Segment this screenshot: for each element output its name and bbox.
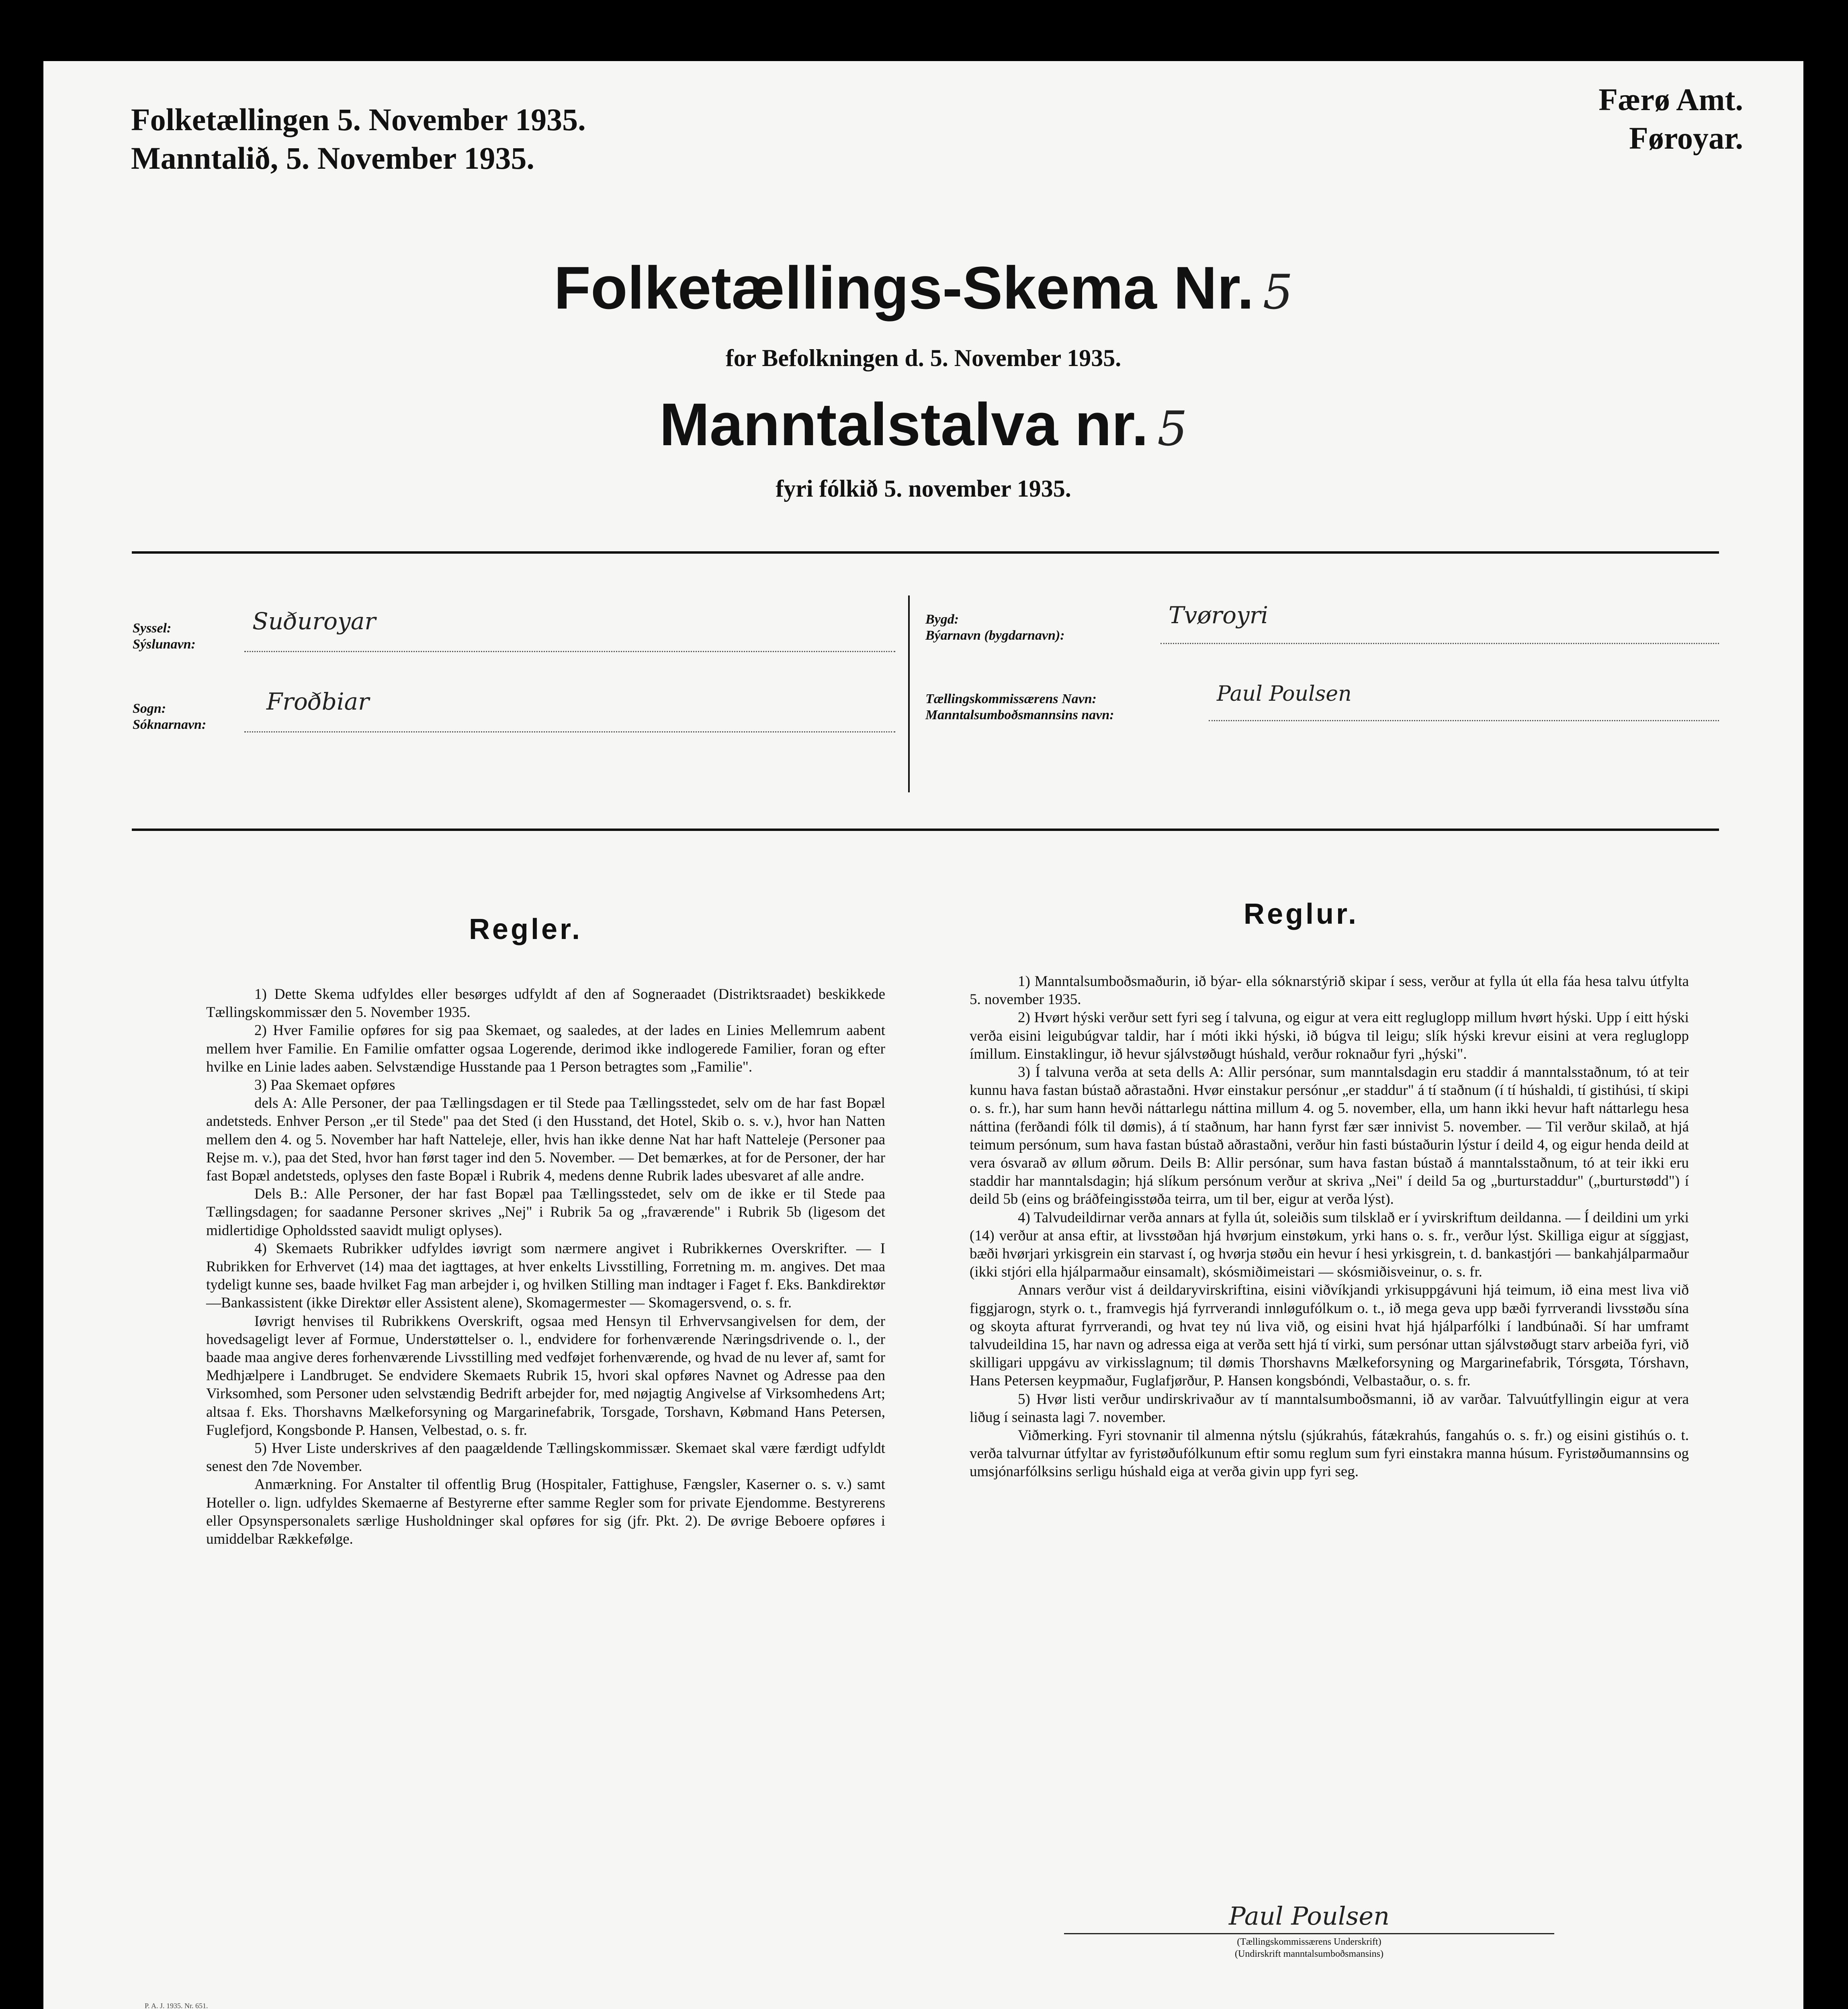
bygd-label: Bygd: <box>925 612 959 627</box>
rule-paragraph: Annars verður vist á deildaryvirskriftina, eisini viðvíkjandi yrkisuppgávuni hjá teimum, ið eina mest liva við figgjarogn, styrk o. t., framvegis hjá fyrrverandi innløgufólkum o. t., ið mega geva upp bæði fyrrverandi livsstøðu sína og skoyta afturat fyrrverandi, og hvat tey nú liva við, og eisini hvat hjá hjálparfólki í landbúnaði. Sí har umframt talvudeildina 15, har navn og adressa eiga at verða sett hjá tí virki, sum persónar uttan sjálvstøðugt starv arbeiða fyri, við skilligari uppgávu av virkisslagnum; til dømis Thorshavns Mælkeforsyning og Margarinefabrik, Tórsgøta, Tórshavn, Hans Petersen keypmaður, Fuglafjørður, P. Hansen kongsbóndi, Velbastaður, o. s. fr. <box>970 1282 1689 1389</box>
syssel-label: Syssel: <box>133 621 172 636</box>
kommissaer-labels <box>925 691 1114 723</box>
rule-paragraph: dels A: Alle Personer, der paa Tællingsdagen er til Stede paa Tællingsstedet, selv om de har fast Bopæl andetsteds. Enhver Person „er til Stede" paa det Sted (i den Husstand, det Hotel, Skib o. s. v.), hvor han Natten mellem den 4. og 5. November har haft Natteleje, eller, hvis han ikke denne Nat har haft Natteleje (Personer paa Rejse m. v.), paa det Sted, hvor han først tager ind den 5. November. — Det bemærkes, at for de Personer, der har fast Bopæl andetsteds, oplyses den faste Bopæl i Rubrik 4, medens denne Rubrik lades ubesvaret af alle andre. <box>206 1095 885 1185</box>
rule-paragraph: Iøvrigt henvises til Rubrikkens Overskrift, ogsaa med Hensyn til Erhvervsangivelsen for dem, der hovedsageligt lever af Formue, Understøttelser o. l., endvidere for forhenværende Næringsdrivende o. l., der baade maa angive deres forhenværende Livsstilling med vedføjet forhenværende, og hvad de nu lever af, samt for Medhjælpere i Landbruget. Se endvidere Skemaets Rubrik 15, hvori skal opføres Navnet og Adresse paa den Virksomhed, som Personer uden selvstændig Bedrift arbejder for, med nøjagtig Angivelse af Virksomhedens Art; altsaa f. Eks. Thorshavns Mælkeforsyning og Margarinefabrik, Torsgade, Torshavn, Købmand Hans Petersen, Fuglefjord, Kongsbonde P. Hansen, Velbestad, o. s. fr. <box>206 1313 885 1438</box>
rule-paragraph: 4) Skemaets Rubrikker udfyldes iøvrigt som nærmere angivet i Rubrikkernes Overskrifter. — I Rubrikken for Erhvervet (14) maa det iagttages, at hver enkelts Livsstilling, Forretning m. m. angives. Det maa tydeligt kunne ses, baade hvilket Fag man arbejder i, og hvilken Stilling man indtager i Faget f. Eks. Bankdirektør—Bankassistent (ikke Direktør eller Assistent alene), Skomagermester — Skomagersvend, o. s. fr. <box>206 1240 885 1311</box>
kommissaer-label: Tællingskommissærens Navn: <box>925 691 1097 706</box>
manntalsumbod-label: Manntalsumboðsmannsins navn: <box>925 708 1114 722</box>
rule-paragraph: 3) Í talvuna verða at seta dells A: Allir persónar, sum manntalsdagin eru staddir á manntalsstaðnum, tó at teir kunnu hava fastan bústað aðrastaðni. Hvør einstakur persónur „er staddur" á tí staðnum (í tí húshaldi, tí gistihúsi, tí skipi o. s. fr.), har sum hann hevði náttarlegu náttina millum 4. og 5. november, ella, um hann ikki hevur haft náttarlegu hesa náttina (ferðandi fólk til dømis), á tí staðnum, har hann fyrst fær sær innivist 5. november. — Til verður skilað, at hjá teimum persónum, sum hava fastan bústað aðrastaðni, verður hin fasti bústaðurin lýstur í deild 4, og eigur henda deild at vera ósvarað av øllum øðrum. Deils B: Allir persónar, sum hava fastan bústað á manntalsstaðnum, tó at teir ikki eru staddir har manntalsdagin; hjá slíkum persónum verður at skriva „Nei" í deild 5a og „burturstaddur" („burturstødd") í deild 5b (eins og bráðfeingisstøða teirra, um til ber, eigur at verða lýst). <box>970 1064 1689 1208</box>
kommissaer-value: Paul Poulsen <box>1217 682 1352 706</box>
bygd-dotline <box>1160 643 1719 644</box>
sogn-labels <box>133 701 206 733</box>
rule-paragraph: 1) Dette Skema udfyldes eller besørges udfyldt af den af Sogneraadet (Distriktsraadet) beskikkede Tællingskommissær den 5. November 1935. <box>206 986 885 1021</box>
form-title-danish <box>43 253 1803 323</box>
sogn-dotline <box>244 731 895 732</box>
form-number-faroese: 5 <box>1157 401 1188 456</box>
rule-paragraph: 4) Talvudeildirnar verða annars at fylla út, soleiðis sum tilsklað er í yvirskriftum deildanna. — Í deildini um yrki (14) verður at ansa eftir, at livsstøðan hjá hvørjum einstøkum, yrki hans o. s. fr., verður lýst. Skilliga eigur at síggjast, bæði hvørjari yrkisgrein ein starvast í, og hvørja støðu ein hevur í hesi yrkisgrein, t. d. bankastjóri — bankahjálparmaður (ikki stjóri ella hjálparmaður einsamalt), skósmiðimeistari — skósmiðisveinur, o. s. fr. <box>970 1209 1689 1281</box>
syssel-dotline <box>244 651 895 652</box>
form-subtitle-faroese: fyri fólkið 5. november 1935. <box>776 475 1071 502</box>
field-divider <box>908 595 910 792</box>
header-right-faroese: Føroyar. <box>1629 121 1743 155</box>
rules-faroese-heading: Reglur. <box>1243 898 1359 930</box>
bygd-value: Tvøroyri <box>1169 601 1269 629</box>
rule-paragraph: 5) Hvør listi verður undirskrivaður av tí manntalsumboðsmanni, ið av varðar. Talvuútfyllingin eigur at vera liðug í seinasta lagi 7. november. <box>970 1391 1689 1426</box>
sogn-value: Froðbiar <box>266 688 369 715</box>
soknarnavn-label: Sóknarnavn: <box>133 717 207 732</box>
rule-paragraph: Viðmerking. Fyri stovnanir til almenna nýtslu (sjúkrahús, fátækrahús, fangahús o. s. fr.) og eisini gistihús o. t. verða talvurnar útfyltar av fyristøðufólkunum eftir somu reglum sum fyri einstakra manna húsum. Fyristøðumannsins og umsjónarfólksins serligu húshald eiga at verða givin upp fyri seg. <box>970 1427 1689 1480</box>
sogn-label: Sogn: <box>133 701 166 716</box>
signature-text: Paul Poulsen <box>1228 1901 1390 1931</box>
rule-top <box>132 551 1719 554</box>
header-left-danish: Folketællingen 5. November 1935. <box>131 102 586 137</box>
rules-danish-heading: Regler. <box>469 913 583 945</box>
header-right-danish: Færø Amt. <box>1598 82 1743 117</box>
kommissaer-dotline <box>1209 720 1719 721</box>
header-right <box>1598 80 1743 158</box>
rule-paragraph: 3) Paa Skemaet opføres <box>254 1077 395 1094</box>
rules-faroese-column <box>970 972 1689 1481</box>
census-form-page <box>43 61 1803 2009</box>
form-title-faroese-text: Manntalstalva nr. <box>659 391 1148 458</box>
form-title-faroese <box>43 390 1803 459</box>
form-title-danish-text: Folketællings-Skema Nr. <box>554 254 1254 321</box>
signature-block <box>1048 1901 1570 1960</box>
signature-caption-faroese: (Undirskrift manntalsumboðsmansins) <box>1235 1949 1383 1959</box>
rule-bottom <box>132 829 1719 831</box>
form-subtitle-danish: for Befolkningen d. 5. November 1935. <box>725 345 1121 371</box>
signature-caption-danish: (Tællingskommissærens Underskrift) <box>1237 1937 1381 1947</box>
form-number-danish: 5 <box>1263 264 1293 320</box>
rule-paragraph: 2) Hvørt hýski verður sett fyri seg í talvuna, og eigur at vera eitt regluglopp millum hvørt hýski. Upp í eitt hýski verða eisini leigubúgvar taldir, har í móti ikki hýski, ið búgva til leigu; slík hýski krevur eisini at vera regluglopp ímillum. Einstaklingur, ið hevur sjálvstøðugt húshald, verður roknaður fyri „hýski". <box>970 1009 1689 1062</box>
syssel-value: Suðuroyar <box>252 608 376 635</box>
byarnavn-label: Býarnavn (bygdarnavn): <box>925 628 1065 643</box>
header-left-faroese: Manntalið, 5. November 1935. <box>131 141 534 176</box>
printer-mark: P. A. J. 1935. Nr. 651. <box>145 2002 208 2009</box>
header-left <box>131 100 586 178</box>
rule-paragraph: Dels B.: Alle Personer, der har fast Bopæl paa Tællingsstedet, selv om de ikke er til Stede paa Tællingsdagen; for saadanne Personer skrives „Nej" i Rubrik 5a og „fraværende" i Rubrik 5b (ligesom det midlertidige Opholdssted saavidt muligt oplyses). <box>206 1186 885 1239</box>
rule-paragraph: 5) Hver Liste underskrives af den paagældende Tællingskommissær. Skemaet skal være færdigt udfyldt senest den 7de November. <box>206 1440 885 1475</box>
syslunavn-label: Sýslunavn: <box>133 637 196 652</box>
rule-paragraph: 1) Manntalsumboðsmaðurin, ið býar- ella sóknarstýrið skipar í sess, verður at fylla út ella fáa hesa talvu útfylta 5. november 1935. <box>970 973 1689 1008</box>
rules-danish-column <box>206 985 885 1548</box>
rule-paragraph: Anmærkning. For Anstalter til offentlig Brug (Hospitaler, Fattighuse, Fængsler, Kaserner o. s. v.) samt Hoteller o. lign. udfyldes Skemaerne af Bestyrerne efter samme Regler som for private Ejendomme. Bestyrerens eller Opsynspersonalets særlige Husholdninger skal opføres for sig (jfr. Pkt. 2). De øvrige Beboere opføres i umiddelbar Rækkefølge. <box>206 1476 885 1548</box>
rule-paragraph: 2) Hver Familie opføres for sig paa Skemaet, og saaledes, at der lades en Linies Mellemrum aabent mellem hver Familie. En Familie omfatter ogsaa Logerende, derimod ikke indlogerede Familier, foran og efter hvilke en Linie lades aaben. Selvstændige Husstande paa 1 Person betragtes som „Familie". <box>206 1022 885 1075</box>
bygd-labels <box>925 612 1065 644</box>
signature-line <box>1064 1933 1554 1934</box>
syssel-labels <box>133 620 196 653</box>
